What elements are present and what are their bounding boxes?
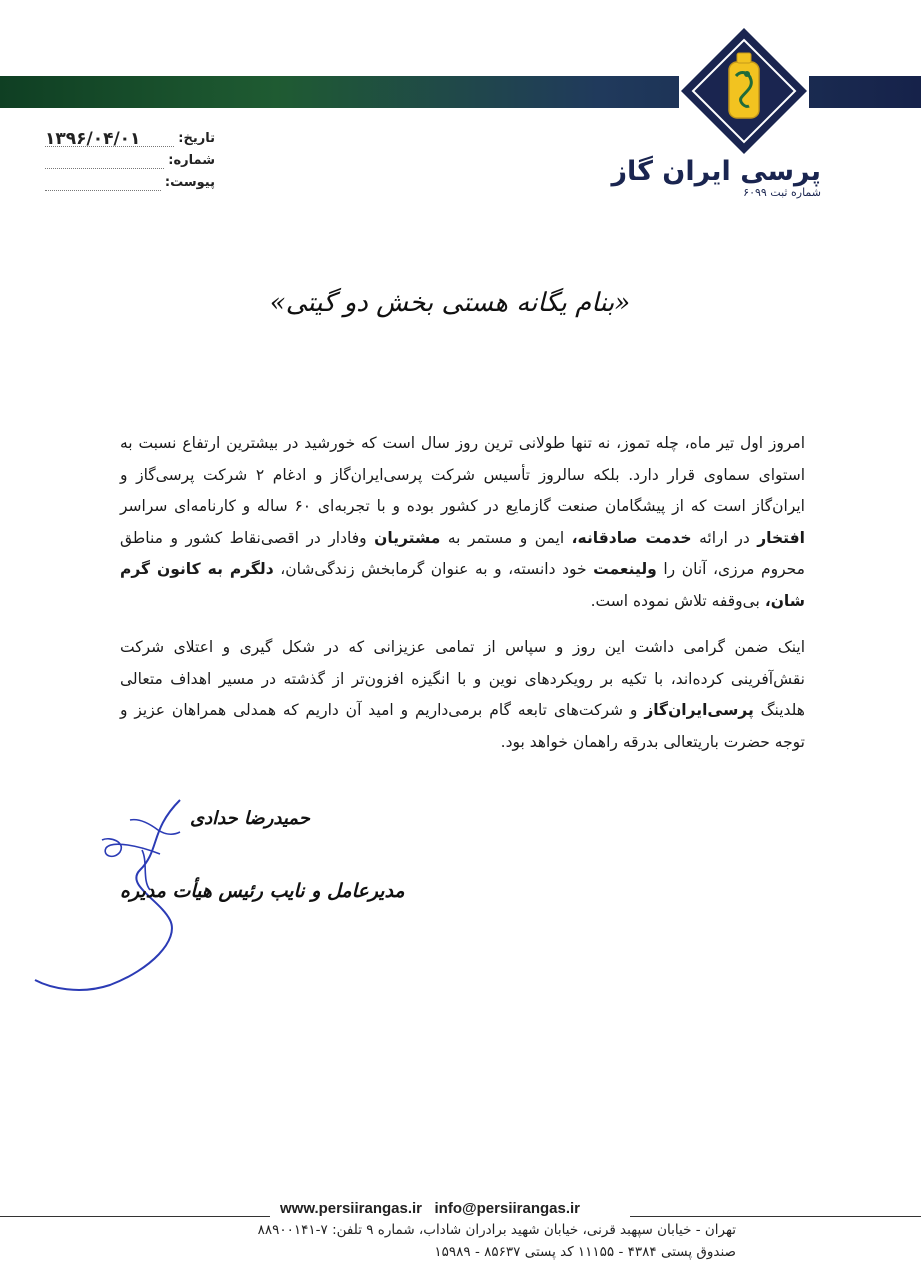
- footer-rule-right: [630, 1216, 921, 1217]
- attachment-value: [45, 176, 161, 191]
- p1-bold-3: مشتریان: [374, 528, 441, 547]
- footer-address: تهران - خیابان سپهبد قرنی، خیابان شهید برادران شاداب، شماره ۹ تلفن: ۷-۸۸۹۰۰۱۴۱: [257, 1222, 736, 1238]
- number-value: [45, 154, 164, 169]
- letter-meta: [45, 128, 215, 194]
- number-label: شماره:: [168, 153, 215, 168]
- date-row: [45, 128, 215, 150]
- p1-text-2: در ارائه: [699, 528, 750, 547]
- company-logo: [679, 26, 809, 156]
- invocation: «بنام یگانه هستی بخش دو گیتی»: [269, 288, 631, 318]
- signer-title: مدیرعامل و نایب رئیس هیأت مدیره: [120, 880, 405, 902]
- p1-text-4: وفادار در اقصی‌نقاط کشور و مناطق محروم مرزی، آنان را: [120, 528, 805, 578]
- p1-text-3: ایمن و مستمر به: [447, 528, 565, 547]
- registration-number: شماره ثبت ۶۰۹۹: [743, 186, 821, 199]
- footer-pobox: صندوق پستی ۴۳۸۴ - ۱۱۱۵۵ کد پستی ۸۵۶۳۷ - ۱۵۹۸۹: [434, 1244, 736, 1260]
- p1-bold-4: ولینعمت: [593, 560, 657, 578]
- attachment-label: پیوست:: [164, 175, 215, 190]
- p1-bold-5: دلگرم به کانون گرم شان،: [120, 560, 805, 610]
- letter-body: [120, 428, 805, 773]
- website-link[interactable]: www.persiirangas.ir: [280, 1200, 422, 1217]
- p1-text-1: امروز اول تیر ماه، چله تموز، نه تنها طولانی ترین روز سال است که خورشید در بیشترین ارتفاع نسبت به استوای سماوی قرار دارد. بلکه سالروز تأسیس شرکت پرسی‌ایران‌گاز و ادغام ۲ شرکت پرسی‌گاز و ایران‌گاز است که از پیشگامان صنعت گازمایع در کشور بوده و با تجربه‌ای ۶۰ ساله و کارنامه‌ای سراسر: [120, 434, 806, 515]
- date-label: تاریخ:: [178, 131, 215, 146]
- p1-text-5: خود دانسته، و به عنوان گرمابخش زندگی‌شان،: [280, 560, 587, 578]
- p1-text-6: بی‌وقفه تلاش نموده است.: [590, 591, 760, 610]
- p2-bold-1: پرسی‌ایران‌گاز: [644, 701, 754, 719]
- p2-text-1: اینک ضمن گرامی داشت این روز و سپاس از تمامی عزیزانی که در شکل گیری و اعتلای شرکت نقش‌آفرینی کرده‌اند، با تکیه بر رویکردهای نوین و با انگیزه افزون‌تر از گذشته در مسیر اهداف متعالی هلدینگ: [120, 638, 805, 719]
- signer-name: حمیدرضا حدادی: [190, 808, 310, 829]
- p1-bold-2: خدمت صادقانه،: [571, 528, 692, 547]
- paragraph-1: [120, 428, 805, 617]
- footer-contact: [280, 1200, 580, 1217]
- paragraph-2: [120, 632, 805, 758]
- date-value: ۱۳۹۶/۰۴/۰۱: [45, 132, 174, 147]
- attachment-row: [45, 172, 215, 194]
- p2-text-2: و شرکت‌های تابعه گام برمی‌داریم و امید آن داریم که همدلی همراهان عزیز و توجه حضرت باریتعالی بدرقه راهمان خواهد بود.: [120, 701, 805, 751]
- number-row: [45, 150, 215, 172]
- footer-rule-left: [0, 1216, 270, 1217]
- brand-name: پرسی ایران گاز: [611, 156, 821, 187]
- email-link[interactable]: info@persiirangas.ir: [434, 1200, 581, 1217]
- p1-bold-1: افتخار: [757, 528, 805, 547]
